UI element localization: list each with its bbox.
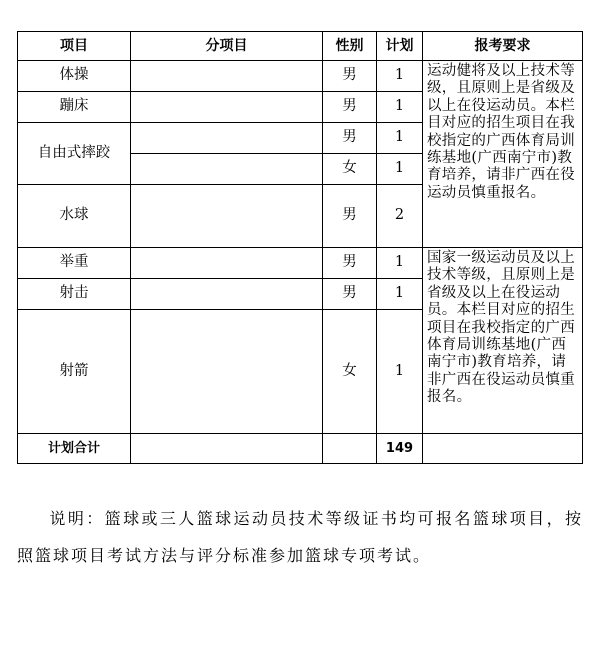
cell-sub-project <box>131 123 323 154</box>
cell-plan: 1 <box>377 248 423 279</box>
cell-plan: 1 <box>377 92 423 123</box>
requirements-cell-1: 运动健将及以上技术等级，且原则上是省级及以上在役运动员。本栏目对应的招生项目在我校指定的广西体育局训练基地(广西南宁市)教育培养，请非广西在役运动员慎重报名。 <box>423 61 583 248</box>
cell-project: 射箭 <box>18 310 131 434</box>
table-header-row <box>18 32 583 61</box>
total-value: 149 <box>377 434 423 464</box>
cell-sub-project <box>131 248 323 279</box>
cell-sub-project <box>131 185 323 248</box>
cell-plan: 1 <box>377 279 423 310</box>
cell-gender: 女 <box>323 310 377 434</box>
cell-sub-project <box>131 154 323 185</box>
explanation-note <box>17 500 583 574</box>
cell-sub-project <box>131 310 323 434</box>
note-text: 说明：篮球或三人篮球运动员技术等级证书均可报名篮球项目，按照篮球项目考试方法与评分标准参加篮球专项考试。 <box>17 509 583 565</box>
cell-project: 举重 <box>18 248 131 279</box>
header-requirements: 报考要求 <box>423 32 583 61</box>
cell-plan: 1 <box>377 123 423 154</box>
cell-plan: 1 <box>377 310 423 434</box>
total-row <box>18 434 583 464</box>
cell-sub-project <box>131 279 323 310</box>
header-sub-project: 分项目 <box>131 32 323 61</box>
cell-project: 水球 <box>18 185 131 248</box>
requirements-cell-2: 国家一级运动员及以上技术等级，且原则上是省级及以上在役运动员。本栏目对应的招生项目在我校指定的广西体育局训练基地(广西南宁市)教育培养，请非广西在役运动员慎重报名。 <box>423 248 583 434</box>
cell-project: 体操 <box>18 61 131 92</box>
cell-project: 蹦床 <box>18 92 131 123</box>
cell-gender: 男 <box>323 185 377 248</box>
cell-gender: 男 <box>323 123 377 154</box>
cell-plan: 1 <box>377 154 423 185</box>
cell-gender: 男 <box>323 248 377 279</box>
cell-plan: 1 <box>377 61 423 92</box>
total-empty-cell <box>323 434 377 464</box>
total-empty-cell <box>131 434 323 464</box>
total-empty-cell <box>423 434 583 464</box>
table-row <box>18 248 583 279</box>
cell-plan: 2 <box>377 185 423 248</box>
cell-project: 自由式摔跤 <box>18 123 131 185</box>
cell-gender: 女 <box>323 154 377 185</box>
header-gender: 性别 <box>323 32 377 61</box>
total-label: 计划合计 <box>18 434 131 464</box>
header-project: 项目 <box>18 32 131 61</box>
enrollment-plan-table <box>17 31 583 464</box>
table-row <box>18 61 583 92</box>
cell-sub-project <box>131 92 323 123</box>
cell-sub-project <box>131 61 323 92</box>
header-plan: 计划 <box>377 32 423 61</box>
cell-project: 射击 <box>18 279 131 310</box>
cell-gender: 男 <box>323 61 377 92</box>
cell-gender: 男 <box>323 279 377 310</box>
cell-gender: 男 <box>323 92 377 123</box>
